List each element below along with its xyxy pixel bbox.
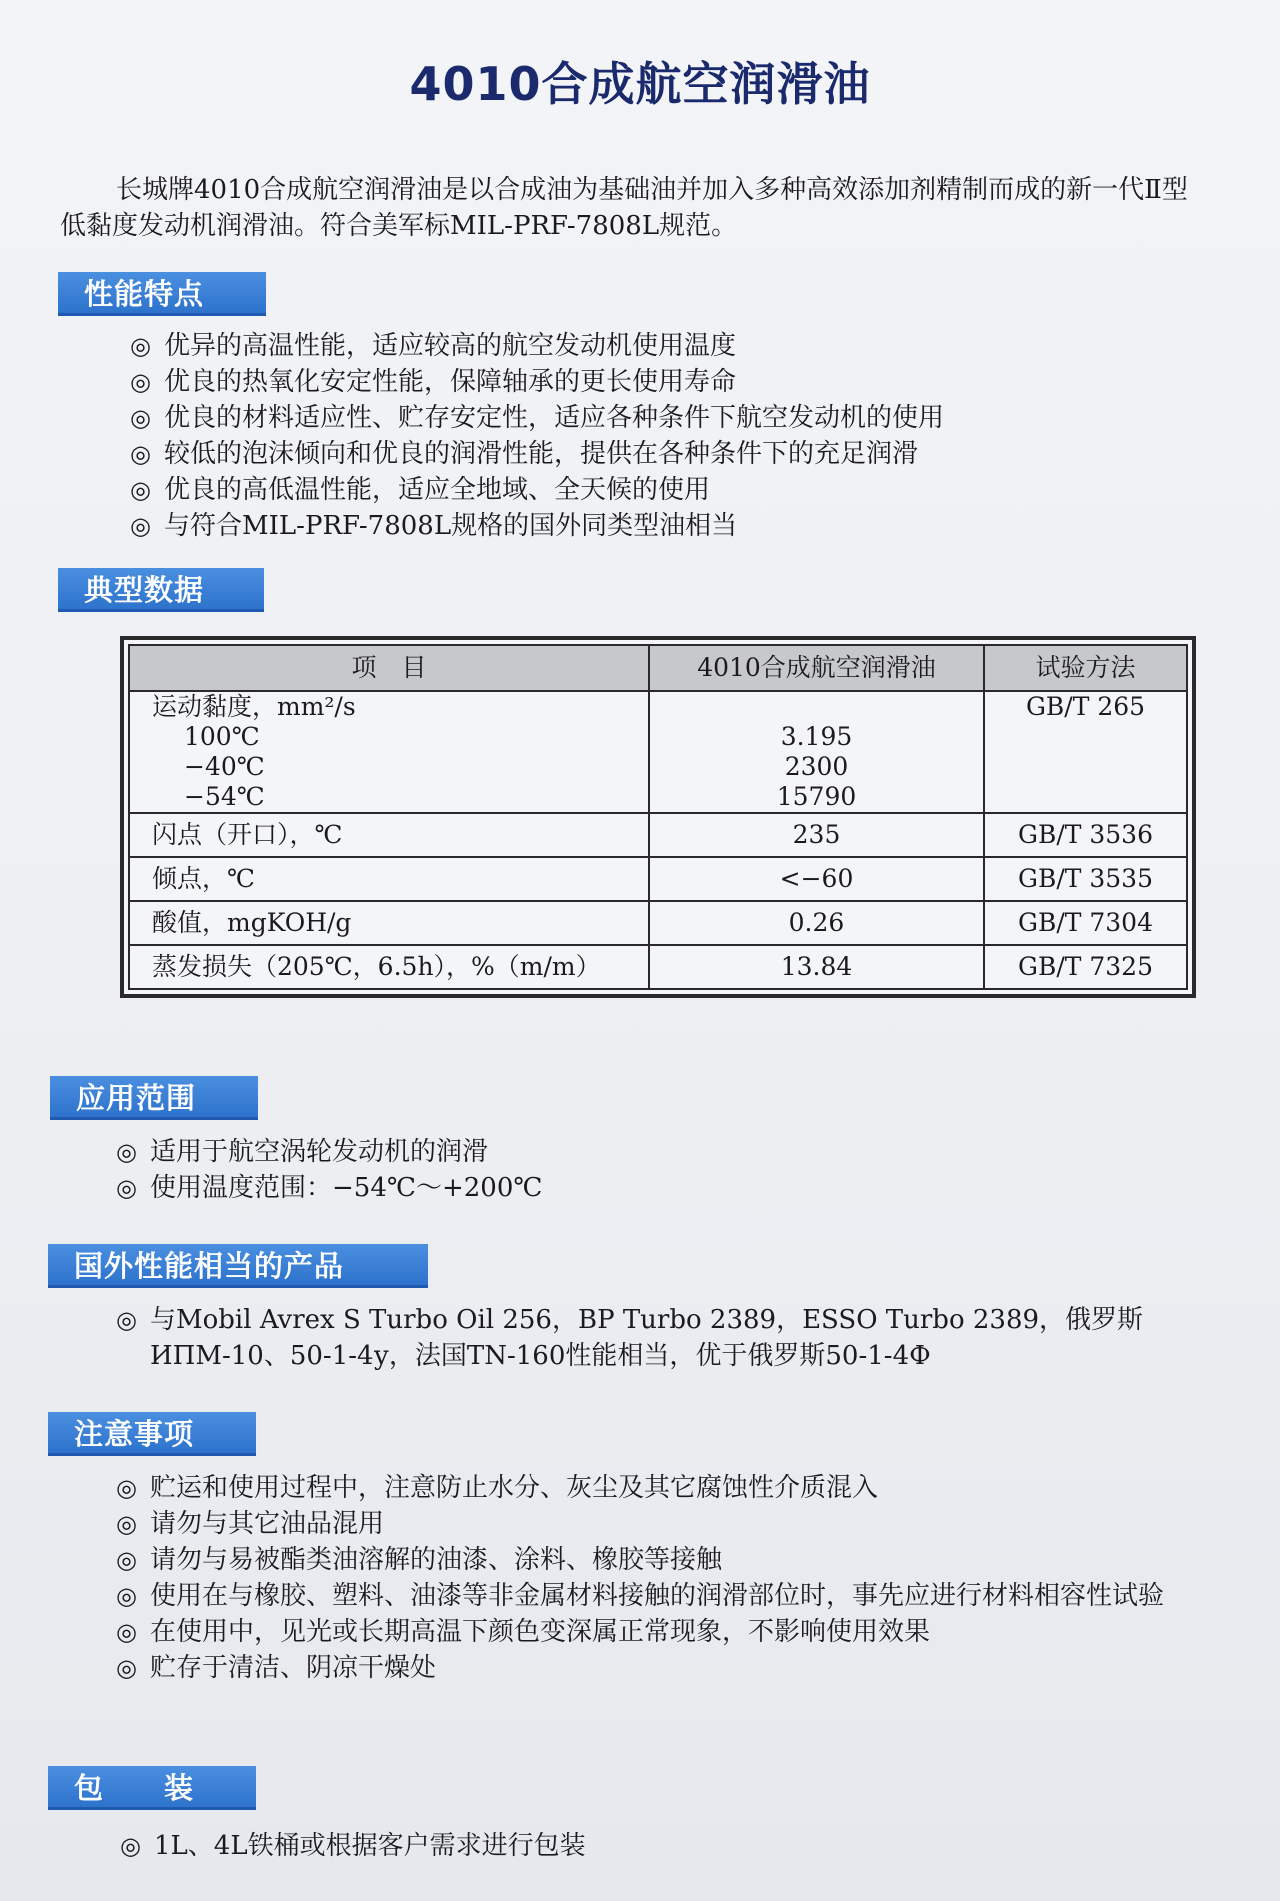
- section-header-precautions: 注意事项: [48, 1412, 256, 1456]
- table-cell-value: 235: [649, 813, 984, 857]
- table-cell-value: 13.84: [649, 945, 984, 989]
- list-item: ◎ 1L、4L铁桶或根据客户需求进行包装: [120, 1828, 1220, 1864]
- section-header-packaging: 包 装: [48, 1766, 256, 1810]
- bullet-icon: ◎: [116, 1510, 137, 1538]
- table-row: [129, 945, 1187, 989]
- viscosity-temp: 100℃: [184, 722, 260, 751]
- bullet-icon: ◎: [130, 332, 151, 360]
- table-cell-value: <−60: [649, 857, 984, 901]
- list-item: ◎ 优良的热氧化安定性能，保障轴承的更长使用寿命: [130, 364, 1210, 400]
- viscosity-value: 3.195: [780, 722, 853, 751]
- list-item: ◎ 请勿与易被酯类油溶解的油漆、涂料、橡胶等接触: [116, 1542, 1226, 1578]
- bullet-icon: ◎: [116, 1654, 137, 1682]
- table-cell-item: 闪点（开口），℃: [129, 813, 649, 857]
- bullet-icon: ◎: [130, 368, 151, 396]
- table-row: [129, 813, 1187, 857]
- bullet-icon: ◎: [116, 1618, 137, 1646]
- bullet-icon: ◎: [130, 404, 151, 432]
- bullet-icon: ◎: [116, 1582, 137, 1610]
- table-cell-value: [649, 691, 984, 813]
- list-item: ◎ 使用在与橡胶、塑料、油漆等非金属材料接触的润滑部位时，事先应进行材料相容性试验: [116, 1578, 1226, 1614]
- table-cell-method: GB/T 3536: [984, 813, 1187, 857]
- list-item: ◎ 在使用中，见光或长期高温下颜色变深属正常现象，不影响使用效果: [116, 1614, 1226, 1650]
- viscosity-value: 2300: [784, 752, 849, 781]
- table-cell-method: GB/T 3535: [984, 857, 1187, 901]
- bullet-icon: ◎: [116, 1174, 137, 1202]
- equivalents-list: [116, 1302, 1226, 1374]
- table-cell-value: 0.26: [649, 901, 984, 945]
- list-item: ◎ 优良的材料适应性、贮存安定性，适应各种条件下航空发动机的使用: [130, 400, 1210, 436]
- bullet-icon: ◎: [116, 1138, 137, 1166]
- table-cell-method: GB/T 265: [984, 691, 1187, 813]
- list-item: ◎ 与符合MIL-PRF-7808L规格的国外同类型油相当: [130, 508, 1210, 544]
- viscosity-temp: −54℃: [184, 782, 265, 811]
- list-item: ◎ 使用温度范围：−54℃～+200℃: [116, 1170, 1216, 1206]
- features-list: [130, 328, 1210, 544]
- table-cell-method: GB/T 7325: [984, 945, 1187, 989]
- viscosity-label: 运动黏度，mm²/s: [152, 692, 356, 721]
- list-item: ◎ 优良的高低温性能，适应全地域、全天候的使用: [130, 472, 1210, 508]
- application-list: [116, 1134, 1216, 1206]
- section-header-features: 性能特点: [58, 272, 266, 316]
- section-header-typical-data: 典型数据: [58, 568, 264, 612]
- table-row: [129, 901, 1187, 945]
- viscosity-value: 15790: [776, 782, 857, 811]
- list-item: ◎ 请勿与其它油品混用: [116, 1506, 1226, 1542]
- table-cell-item: 蒸发损失（205℃，6.5h），%（m/m）: [129, 945, 649, 989]
- table-row: [129, 857, 1187, 901]
- page-title: 4010合成航空润滑油: [409, 57, 871, 111]
- bullet-icon: ◎: [116, 1474, 137, 1502]
- packaging-list: [120, 1828, 1220, 1864]
- list-item: ◎ 贮存于清洁、阴凉干燥处: [116, 1650, 1226, 1686]
- bullet-icon: ◎: [116, 1306, 137, 1334]
- table-cell-item: 酸值，mgKOH/g: [129, 901, 649, 945]
- table-row-viscosity: [129, 691, 1187, 813]
- typical-data-table: [128, 644, 1188, 990]
- list-item: ◎ 贮运和使用过程中，注意防止水分、灰尘及其它腐蚀性介质混入: [116, 1470, 1226, 1506]
- section-header-equivalents: 国外性能相当的产品: [48, 1244, 428, 1288]
- table-cell-item: [129, 691, 649, 813]
- table-header-row: [129, 645, 1187, 691]
- list-item: ◎ 优异的高温性能，适应较高的航空发动机使用温度: [130, 328, 1210, 364]
- list-item: ◎ 较低的泡沫倾向和优良的润滑性能，提供在各种条件下的充足润滑: [130, 436, 1210, 472]
- typical-data-table-frame: [120, 636, 1196, 998]
- bullet-icon: ◎: [120, 1832, 141, 1860]
- list-item: ◎ 与Mobil Avrex S Turbo Oil 256，BP Turbo 2389，ESSO Turbo 2389，俄罗斯ИПМ-10、50-1-4у，法国TN-160性能相当，优于俄罗斯50-1-4Ф: [116, 1302, 1226, 1374]
- column-header-method: 试验方法: [984, 645, 1187, 691]
- column-header-item: 项 目: [129, 645, 649, 691]
- precautions-list: [116, 1470, 1226, 1686]
- list-item: ◎ 适用于航空涡轮发动机的润滑: [116, 1134, 1216, 1170]
- section-header-application: 应用范围: [50, 1076, 258, 1120]
- bullet-icon: ◎: [130, 476, 151, 504]
- intro-paragraph: 长城牌4010合成航空润滑油是以合成油为基础油并加入多种高效添加剂精制而成的新一代Ⅱ型低黏度发动机润滑油。符合美军标MIL-PRF-7808L规范。: [60, 175, 1188, 241]
- bullet-icon: ◎: [130, 440, 151, 468]
- table-cell-item: 倾点，℃: [129, 857, 649, 901]
- table-cell-method: GB/T 7304: [984, 901, 1187, 945]
- viscosity-temp: −40℃: [184, 752, 265, 781]
- bullet-icon: ◎: [130, 512, 151, 540]
- bullet-icon: ◎: [116, 1546, 137, 1574]
- column-header-product: 4010合成航空润滑油: [649, 645, 984, 691]
